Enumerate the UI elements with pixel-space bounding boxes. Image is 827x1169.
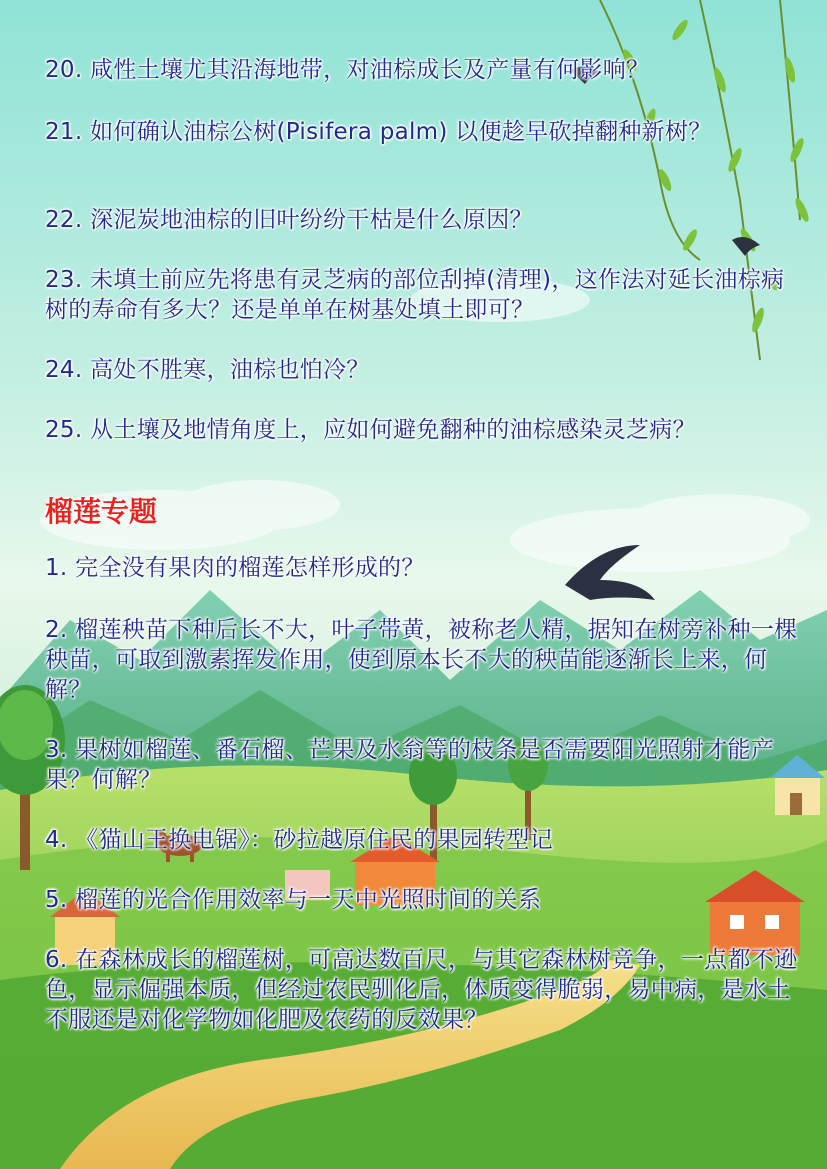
question-24: 24. 高处不胜寒，油棕也怕冷？ [45, 357, 370, 383]
durian-question-3: 3. 果树如榴莲、番石榴、芒果及水翁等的枝条是否需要阳光照射才能产果？何解？ [45, 737, 775, 793]
durian-question-2: 2. 榴莲秧苗下种后长不大，叶子带黄，被称老人精，据知在树旁补种一棵秧苗，可取到激素挥发作用，使到原本长不大的秧苗能逐渐长上来，何解？ [45, 617, 798, 703]
question-21: 21. 如何确认油棕公树(Pisifera palm) 以便趁早砍掉翻种新树？ [45, 119, 712, 145]
durian-question-5: 5. 榴莲的光合作用效率与一天中光照时间的关系 [45, 887, 542, 913]
question-22: 22. 深泥炭地油棕的旧叶纷纷干枯是什么原因？ [45, 207, 533, 233]
durian-question-1: 1. 完全没有果肉的榴莲怎样形成的？ [45, 555, 425, 581]
durian-question-6: 6. 在森林成长的榴莲树，可高达数百尺，与其它森林树竞争，一点都不逊色，显示倔强本质，但经过农民驯化后，体质变得脆弱，易中病，是水土不服还是对化学物如化肥及农药的反效果？ [45, 947, 798, 1033]
question-23: 23. 未填土前应先将患有灵芝病的部位刮掉(清理)，这作法对延长油棕病树的寿命有多大？还是单单在树基处填土即可？ [45, 267, 785, 323]
section-title-durian: 榴莲专题 [45, 495, 158, 528]
question-20: 20. 咸性土壤尤其沿海地带，对油棕成长及产量有何影响？ [45, 57, 650, 83]
durian-question-4: 4. 《猫山王换电锯》：砂拉越原住民的果园转型记 [45, 827, 553, 853]
question-25: 25. 从土壤及地情角度上，应如何避免翻种的油棕感染灵芝病？ [45, 417, 696, 443]
